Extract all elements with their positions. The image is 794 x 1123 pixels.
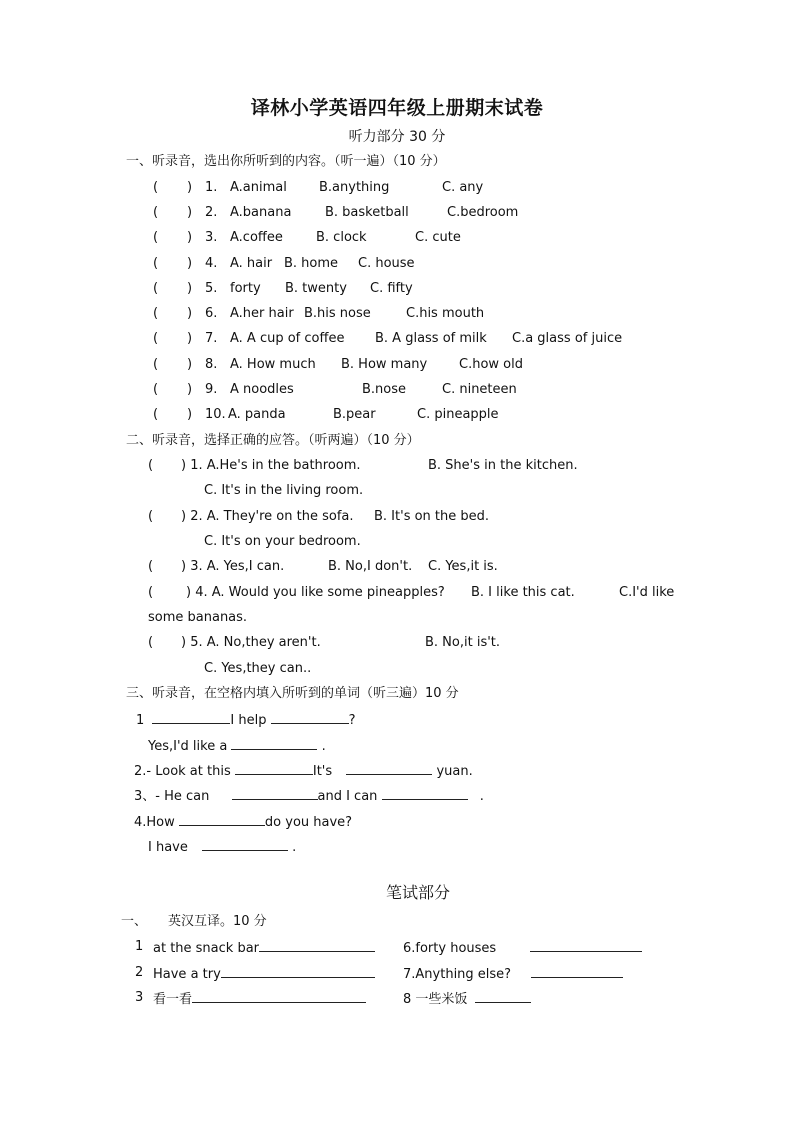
- blank-field[interactable]: [231, 737, 317, 750]
- fill-text: Yes,I'd like a: [148, 739, 228, 754]
- prompt-text: 8 一些米饭: [403, 992, 468, 1007]
- fill-text: .: [292, 840, 297, 855]
- fill-text: .: [321, 739, 326, 754]
- option-b: B.his nose: [304, 306, 371, 321]
- option-a: A. How much: [230, 357, 316, 372]
- blank-field[interactable]: [271, 711, 349, 724]
- prompt-text: 6.forty houses: [403, 941, 497, 956]
- fill-text: 4.How: [134, 815, 175, 830]
- fill-text: It's: [312, 764, 333, 779]
- blank-field[interactable]: [221, 965, 375, 978]
- option-a: A.animal: [230, 180, 287, 195]
- prompt-text: at the snack bar: [153, 941, 260, 956]
- fill-line-3: [134, 762, 473, 780]
- row-number: 1: [135, 939, 144, 954]
- written-heading: 笔试部分: [385, 883, 450, 902]
- page-title: 译林小学英语四年级上册期末试卷: [250, 97, 544, 119]
- option-c: C.bedroom: [447, 205, 519, 220]
- answer-paren[interactable]: ( ): [153, 281, 193, 296]
- item-number: 1.: [205, 180, 218, 195]
- item-number: 10.: [205, 407, 226, 422]
- blank-field[interactable]: [192, 990, 366, 1003]
- answer-paren[interactable]: ( ): [153, 331, 193, 346]
- right-prompt: [403, 990, 531, 1008]
- option-c: C. pineapple: [417, 407, 499, 422]
- option-c: C. It's on your bedroom.: [204, 534, 361, 549]
- blank-field[interactable]: [235, 762, 313, 775]
- listening-subtitle: 听力部分 30 分: [348, 129, 446, 145]
- option-b: B. home: [284, 256, 339, 271]
- blank-field[interactable]: [152, 711, 230, 724]
- blank-field[interactable]: [179, 813, 265, 826]
- q-lead: ) 5. A. No,they aren't.: [181, 635, 321, 650]
- option-b: B. clock: [316, 230, 367, 245]
- blank-field[interactable]: [475, 990, 531, 1003]
- answer-paren[interactable]: (: [148, 559, 154, 574]
- option-b: B. No,it is't.: [425, 635, 501, 650]
- fill-line-6: [148, 838, 296, 856]
- option-b: B. No,I don't.: [328, 559, 413, 574]
- section1-heading: 一、听录音，选出你所听到的内容。（听一遍）（10 分）: [126, 154, 446, 169]
- q-lead: ) 4. A. Would you like some pineapples?: [186, 585, 445, 600]
- answer-paren[interactable]: ( ): [153, 407, 193, 422]
- option-c: C. cute: [415, 230, 461, 245]
- option-a: A noodles: [230, 382, 294, 397]
- blank-field[interactable]: [259, 939, 375, 952]
- option-c: C.how old: [459, 357, 523, 372]
- option-b: B.anything: [319, 180, 390, 195]
- option-b: B. A glass of milk: [375, 331, 487, 346]
- option-a: A. hair: [230, 256, 273, 271]
- option-a: A.her hair: [230, 306, 294, 321]
- answer-paren[interactable]: ( ): [153, 205, 193, 220]
- prompt-text: 看一看: [153, 992, 193, 1007]
- left-prompt: [153, 939, 375, 957]
- fill-text: ?: [348, 713, 356, 728]
- answer-paren[interactable]: (: [148, 509, 154, 524]
- blank-field[interactable]: [202, 838, 288, 851]
- option-c: C. Yes,it is.: [428, 559, 498, 574]
- item-number: 6.: [205, 306, 218, 321]
- item-number: 5.: [205, 281, 218, 296]
- option-c: C.a glass of juice: [512, 331, 623, 346]
- fill-text: 3、- He can: [134, 789, 210, 804]
- option-b: B. basketball: [325, 205, 409, 220]
- blank-field[interactable]: [531, 965, 623, 978]
- option-a: forty: [230, 281, 261, 296]
- left-prompt: [153, 990, 366, 1008]
- q-lead: ) 3. A. Yes,I can.: [181, 559, 285, 574]
- option-b: B. How many: [341, 357, 428, 372]
- answer-paren[interactable]: (: [148, 585, 154, 600]
- prompt-text: Have a try: [153, 967, 221, 982]
- answer-paren[interactable]: ( ): [153, 382, 193, 397]
- row-number: 3: [135, 990, 144, 1005]
- fill-text: 2.- Look at this: [134, 764, 231, 779]
- option-b: B. I like this cat.: [471, 585, 575, 600]
- option-a: A. A cup of coffee: [230, 331, 345, 346]
- section2-heading: 二、听录音，选择正确的应答。（听两遍）（10 分）: [126, 433, 420, 448]
- option-a: A.coffee: [230, 230, 283, 245]
- option-b: B. twenty: [285, 281, 347, 296]
- fill-line-5: [134, 813, 352, 831]
- item-number: 4.: [205, 256, 218, 271]
- option-c: C.his mouth: [406, 306, 485, 321]
- option-c: C. fifty: [370, 281, 413, 296]
- item-number: 3.: [205, 230, 218, 245]
- option-b: B. It's on the bed.: [374, 509, 490, 524]
- answer-paren[interactable]: ( ): [153, 256, 193, 271]
- answer-paren[interactable]: (: [148, 458, 154, 473]
- written-section1-number: 一、: [121, 914, 148, 929]
- fill-line-4: [134, 787, 484, 805]
- fill-text: do you have?: [264, 815, 353, 830]
- option-b: B. She's in the kitchen.: [428, 458, 578, 473]
- blank-field[interactable]: [346, 762, 432, 775]
- fill-text: yuan.: [436, 764, 473, 779]
- blank-field[interactable]: [232, 787, 318, 800]
- option-a: A. panda: [228, 407, 286, 422]
- fill-line-2: [148, 737, 326, 755]
- fill-line-1: [136, 711, 356, 729]
- option-c: C. It's in the living room.: [204, 483, 364, 498]
- answer-paren[interactable]: ( ): [153, 230, 193, 245]
- option-c: C.I'd like: [619, 585, 675, 600]
- fill-text: .: [479, 789, 484, 804]
- item-number: 8.: [205, 357, 218, 372]
- q-lead: ) 2. A. They're on the sofa.: [181, 509, 354, 524]
- item-number: 9.: [205, 382, 218, 397]
- row-number: 2: [135, 965, 144, 980]
- written-section1-title: 英汉互译。10 分: [168, 914, 267, 929]
- option-c: C. house: [358, 256, 415, 271]
- option-c: C. nineteen: [442, 382, 517, 397]
- left-prompt: [153, 965, 375, 983]
- line-number: 1: [136, 713, 145, 728]
- answer-paren[interactable]: ( ): [153, 306, 193, 321]
- right-prompt: [403, 939, 642, 957]
- item-number: 7.: [205, 331, 218, 346]
- prompt-text: 7.Anything else?: [403, 967, 512, 982]
- right-prompt: [403, 965, 623, 983]
- fill-text: I help: [230, 713, 267, 728]
- option-b: B.pear: [333, 407, 376, 422]
- answer-paren[interactable]: ( ): [153, 357, 193, 372]
- answer-paren[interactable]: (: [148, 635, 154, 650]
- blank-field[interactable]: [530, 939, 642, 952]
- answer-paren[interactable]: ( ): [153, 180, 193, 195]
- option-b: B.nose: [362, 382, 407, 397]
- fill-text: I have: [148, 840, 188, 855]
- fill-text: and I can: [317, 789, 378, 804]
- q-lead: ) 1. A.He's in the bathroom.: [181, 458, 361, 473]
- blank-field[interactable]: [382, 787, 468, 800]
- option-c-continued: some bananas.: [148, 610, 248, 625]
- option-c: C. any: [442, 180, 484, 195]
- item-number: 2.: [205, 205, 218, 220]
- option-c: C. Yes,they can..: [204, 661, 312, 676]
- section3-heading: 三、听录音，在空格内填入所听到的单词（听三遍）10 分: [126, 686, 459, 701]
- option-a: A.banana: [230, 205, 292, 220]
